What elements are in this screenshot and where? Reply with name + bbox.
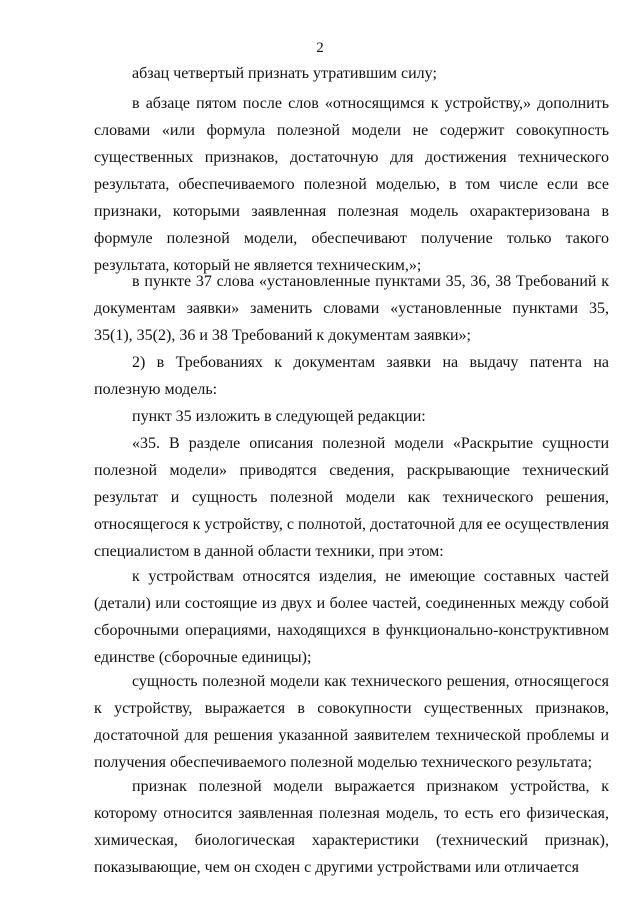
page-number: 2 <box>316 40 324 56</box>
paragraph-6: «35. В разделе описания полезной модели «Раскрытие сущности полезной модели» приводятся сведения, раскрывающие технический результат и сущность полезной модели как технического решения, относящегося к устройству, с полнотой, достаточной для ее осуществления специалистом в данной области техники, при этом: <box>94 435 609 560</box>
paragraph-1: абзац четвертый признать утратившим силу; <box>132 65 437 82</box>
paragraph-2: в абзаце пятом после слов «относящимся к устройству,» дополнить словами «или формула полезной модели не содержит совокупность существенных признаков, достаточную для достижения технического результата, обеспечиваемого полезной моделью, в том числе если все признаки, которыми заявленная полезная модель охарактеризована в формуле полезной модели, обеспечивают получение только такого результата, который не является техническим,»; <box>94 95 609 274</box>
paragraph-5: пункт 35 изложить в следующей редакции: <box>132 408 426 425</box>
paragraph-3: в пункте 37 слова «установленные пунктами 35, 36, 38 Требований к документам заявки» заменить словами «установленные пунктами 35, 35(1), 35(2), 36 и 38 Требований к документам заявки»; <box>94 273 609 344</box>
paragraph-8: сущность полезной модели как технического решения, относящегося к устройству, выражается в совокупности существенных признаков, достаточной для решения указанной заявителем технической проблемы и получения обеспечиваемого полезной моделью технического результата; <box>94 673 609 771</box>
paragraph-9: признак полезной модели выражается признаком устройства, к которому относится заявленная полезная модель, то есть его физическая, химическая, биологическая характеристики (технический признак), показывающие, чем он сходен с другими устройствами или отличается <box>94 778 609 876</box>
paragraph-4: 2) в Требованиях к документам заявки на выдачу патента на полезную модель: <box>94 354 609 398</box>
paragraph-7: к устройствам относятся изделия, не имеющие составных частей (детали) или состоящие из двух и более частей, соединенных между собой сборочными операциями, находящихся в функционально-конструктивном единстве (сборочные единицы); <box>94 568 609 666</box>
